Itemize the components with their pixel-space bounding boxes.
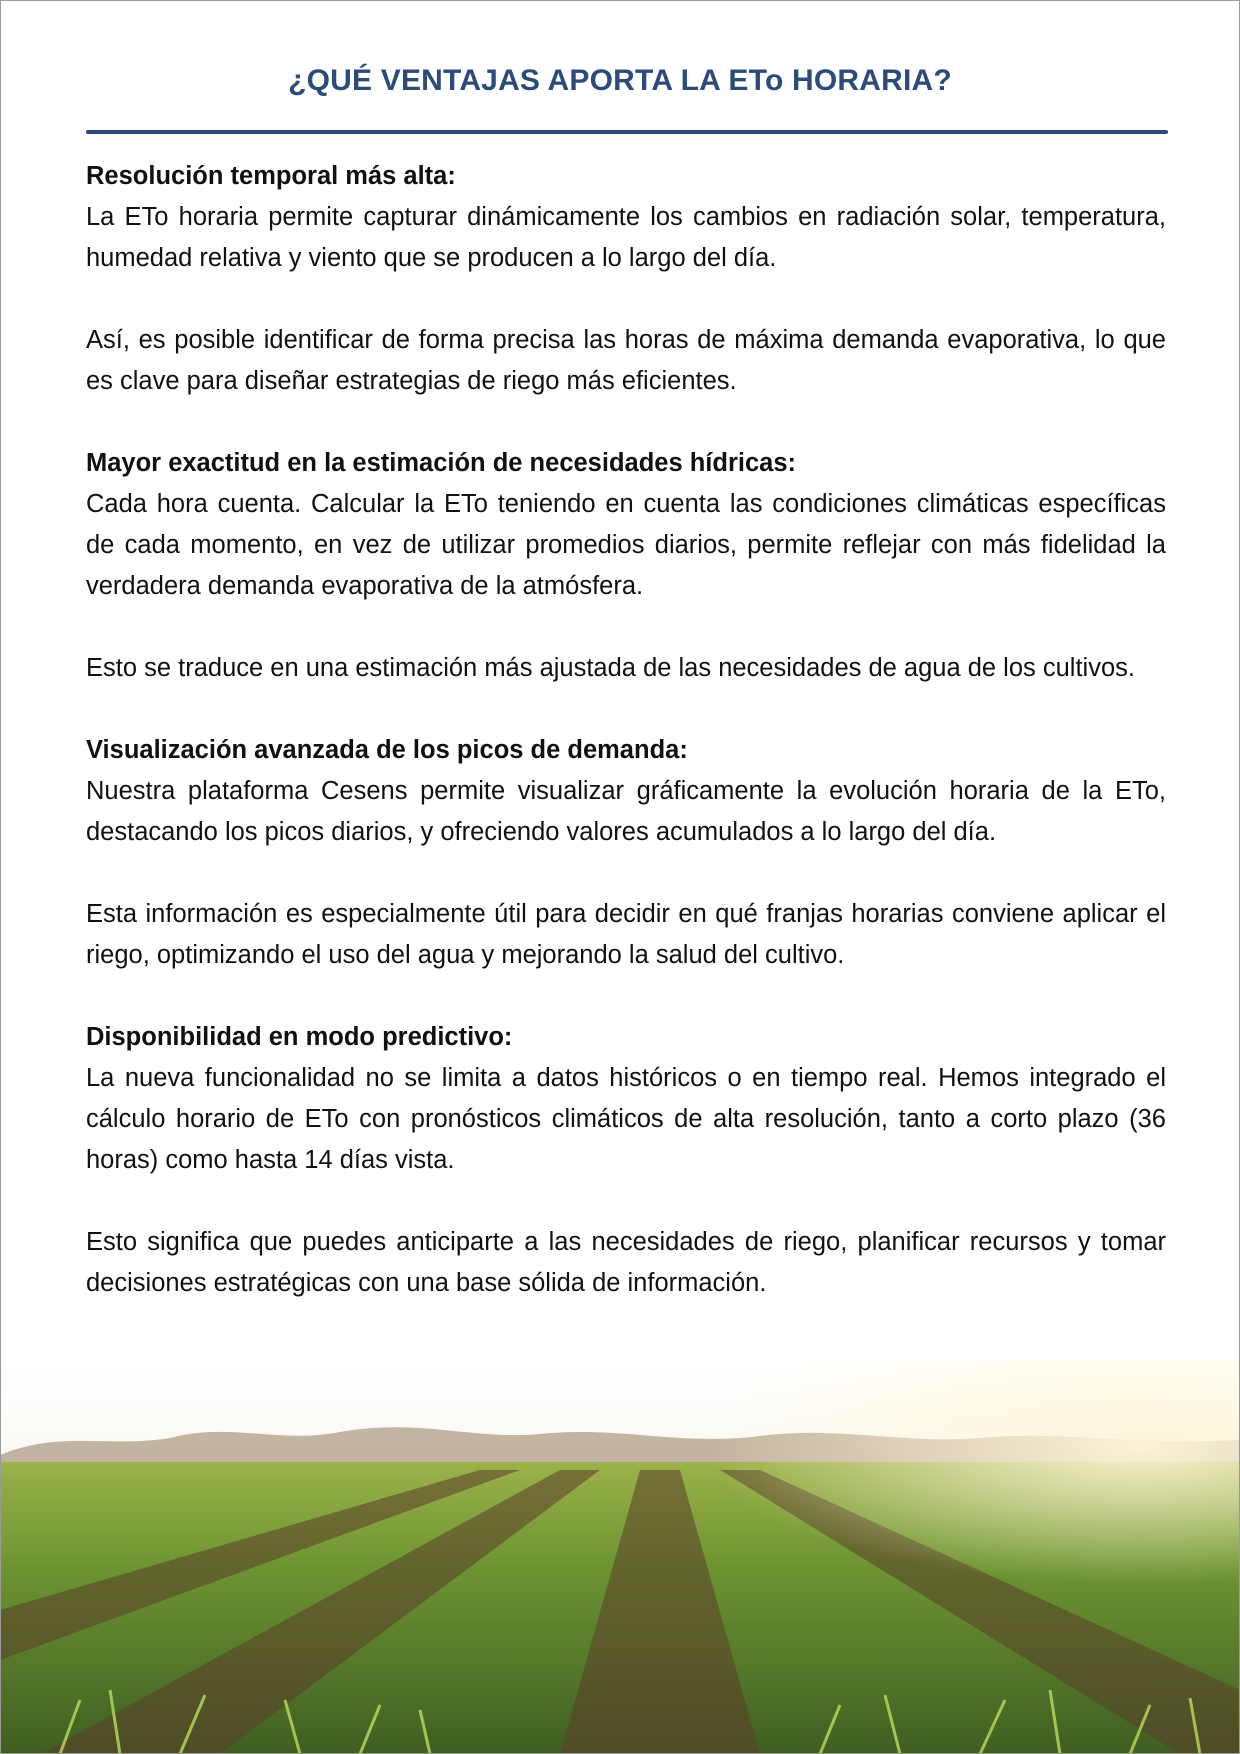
section-paragraph: Así, es posible identificar de forma precisa las horas de máxima demanda evaporativa, lo que es clave para diseñar estrategias de riego más eficientes. [86,326,1166,395]
section-visualizacion [86,730,1166,976]
section-spacer [86,976,1166,1017]
paragraph-spacer [86,1181,1166,1222]
section-exactitud [86,443,1166,689]
section-heading: Disponibilidad en modo predictivo: [86,1023,513,1051]
section-paragraph: Esto se traduce en una estimación más ajustada de las necesidades de agua de los cultivos. [86,654,1135,682]
section-paragraph: Esto significa que puedes anticiparte a las necesidades de riego, planificar recursos y tomar decisiones estratégicas con una base sólida de información. [86,1228,1166,1297]
section-paragraph: La nueva funcionalidad no se limita a datos históricos o en tiempo real. Hemos integrado el cálculo horario de ETo con pronósticos climáticos de alta resolución, tanto a corto plazo (36 horas) como hasta 14 días vista. [86,1064,1166,1174]
section-paragraph: Nuestra plataforma Cesens permite visualizar gráficamente la evolución horaria de la ETo, destacando los picos diarios, y ofreciendo valores acumulados a lo largo del día. [86,777,1166,846]
section-predictivo [86,1017,1166,1304]
paragraph-spacer [86,853,1166,894]
paragraph-spacer [86,279,1166,320]
crop-field-photo [0,1360,1240,1754]
article-body [86,156,1166,1304]
paragraph-spacer [86,607,1166,648]
section-heading: Resolución temporal más alta: [86,162,456,190]
section-paragraph: La ETo horaria permite capturar dinámicamente los cambios en radiación solar, temperatura, humedad relativa y viento que se producen a lo largo del día. [86,203,1166,272]
section-spacer [86,402,1166,443]
crop-field-illustration [0,1360,1240,1754]
section-resolucion [86,156,1166,402]
page-title: ¿QUÉ VENTAJAS APORTA LA ETo HORARIA? [288,64,952,97]
section-paragraph: Esta información es especialmente útil para decidir en qué franjas horarias conviene aplicar el riego, optimizando el uso del agua y mejorando la salud del cultivo. [86,900,1166,969]
section-spacer [86,689,1166,730]
section-paragraph: Cada hora cuenta. Calcular la ETo teniendo en cuenta las condiciones climáticas específicas de cada momento, en vez de utilizar promedios diarios, permite reflejar con más fidelidad la verdadera demanda evaporativa de la atmósfera. [86,490,1166,600]
section-heading: Visualización avanzada de los picos de demanda: [86,736,688,764]
title-underline [86,130,1168,134]
section-heading: Mayor exactitud en la estimación de necesidades hídricas: [86,449,797,477]
